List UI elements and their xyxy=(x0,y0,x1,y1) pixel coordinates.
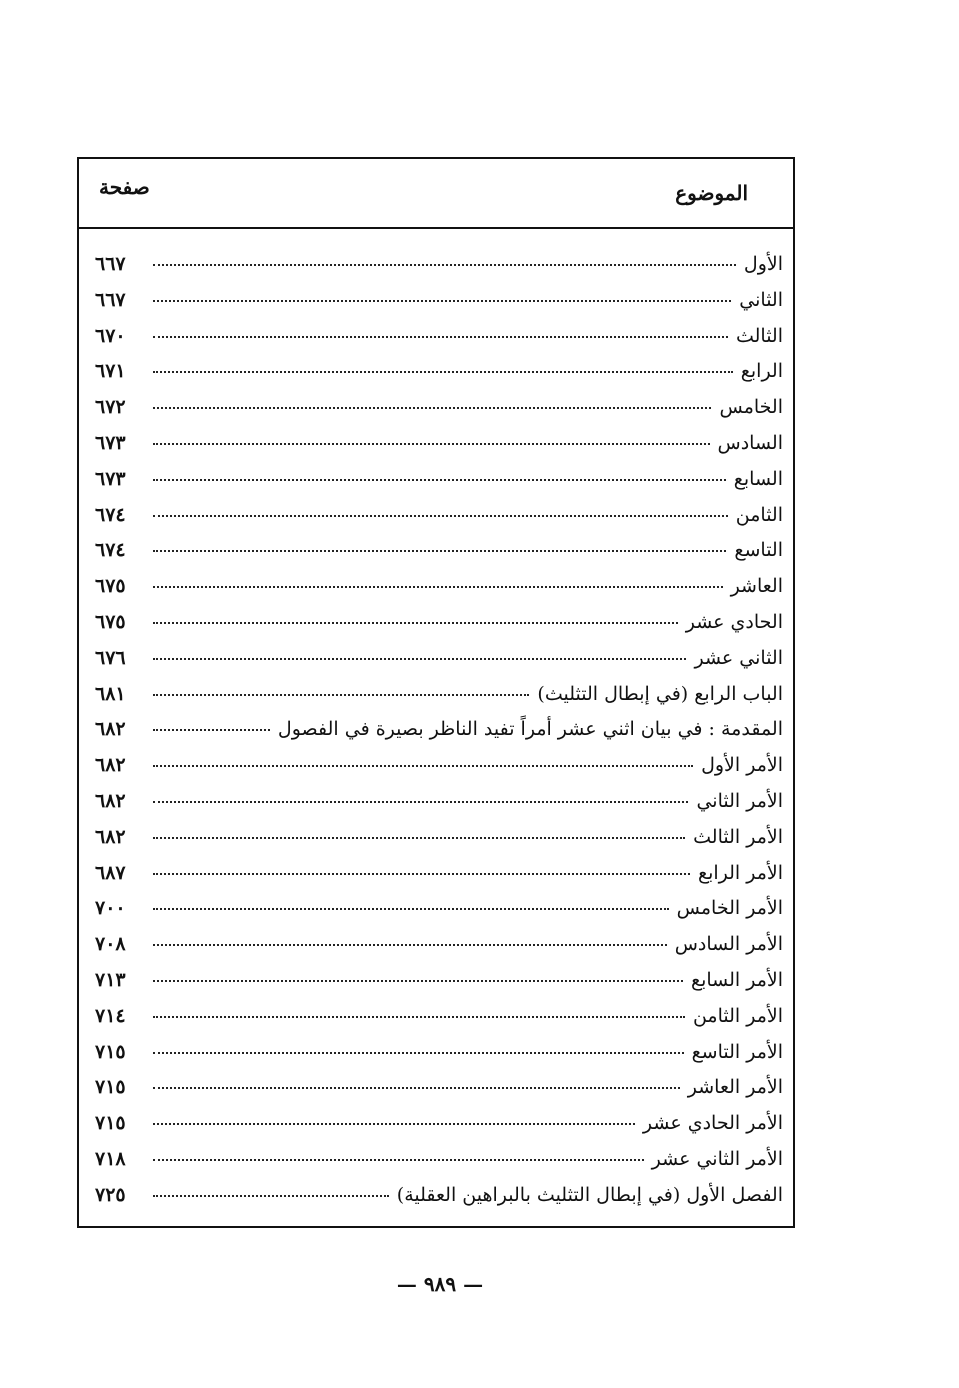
entry-title: الأمر الأول xyxy=(701,754,783,777)
entry-title: الأمر السادس xyxy=(674,933,783,956)
dot-leader xyxy=(153,873,690,875)
toc-entry xyxy=(95,683,783,719)
dot-leader xyxy=(153,801,688,803)
entry-title: الأمر الرابع xyxy=(697,861,783,884)
entry-page: ٧١٨ xyxy=(95,1147,126,1170)
toc-entry xyxy=(95,718,783,754)
entry-title: الرابع xyxy=(740,360,783,383)
dot-leader xyxy=(153,944,667,946)
dot-leader xyxy=(153,658,686,660)
toc-header xyxy=(79,159,793,229)
entry-page: ٦٧٤ xyxy=(95,539,126,562)
page-number: — ٩٨٩ — xyxy=(396,1272,484,1296)
entry-page: ٧١٥ xyxy=(95,1040,126,1063)
dot-leader xyxy=(153,837,685,839)
entry-page: ٦٧٢ xyxy=(95,396,126,419)
toc-entry xyxy=(95,575,783,611)
entry-title: الأمر العاشر xyxy=(687,1076,783,1099)
toc-entry xyxy=(95,790,783,826)
entry-page: ٧١٣ xyxy=(95,968,126,991)
dot-leader xyxy=(153,729,270,731)
entry-title: الأمر الثالث xyxy=(693,825,783,848)
dot-leader xyxy=(153,1087,680,1089)
entry-title: الأمر الخامس xyxy=(676,897,783,920)
dot-leader xyxy=(153,1052,684,1054)
entry-page: ٦٨٢ xyxy=(95,789,126,812)
entry-title: الأول xyxy=(743,253,783,275)
entry-title: الفصل الأول (في إبطال التثليث بالبراهين العقلية) xyxy=(396,1183,783,1206)
entry-page: ٧٠٠ xyxy=(95,897,126,920)
entry-title: الخامس xyxy=(719,396,783,419)
dot-leader xyxy=(153,1016,685,1018)
entry-title: الثامن xyxy=(735,503,783,526)
entry-title: السادس xyxy=(717,431,783,454)
entry-title: السابع xyxy=(733,467,783,490)
toc-entry xyxy=(95,1148,783,1184)
entry-title: العاشر xyxy=(730,575,783,598)
toc-entry xyxy=(95,933,783,969)
entry-page: ٦٦٧ xyxy=(95,253,126,275)
toc-entry xyxy=(95,969,783,1005)
entry-title: الأمر الثاني عشر xyxy=(651,1147,783,1170)
toc-entry xyxy=(95,826,783,862)
toc-entry xyxy=(95,468,783,504)
entry-title: التاسع xyxy=(734,539,783,562)
dot-leader xyxy=(153,1123,635,1125)
toc-entry xyxy=(95,1184,783,1220)
dot-leader xyxy=(153,622,678,624)
entry-title: الثاني عشر xyxy=(694,646,783,669)
dot-leader xyxy=(153,1195,389,1197)
dot-leader xyxy=(153,336,728,338)
entry-title: الأمر الثاني xyxy=(696,789,783,812)
toc-entry xyxy=(95,360,783,396)
toc-entry xyxy=(95,1076,783,1112)
page-column-header: صفحة xyxy=(99,175,150,199)
toc-entry xyxy=(95,396,783,432)
entry-title: الحادي عشر xyxy=(685,610,783,633)
dot-leader xyxy=(153,264,736,266)
toc-entry xyxy=(95,611,783,647)
topic-column-header: الموضوع xyxy=(675,181,748,205)
entry-page: ٦٨٢ xyxy=(95,825,126,848)
entry-page: ٦٧٤ xyxy=(95,503,126,526)
toc-entries xyxy=(95,253,783,1220)
entry-page: ٧٢٥ xyxy=(95,1183,126,1206)
toc-entry xyxy=(95,504,783,540)
entry-title: الثالث xyxy=(735,324,783,347)
toc-entry xyxy=(95,862,783,898)
dot-leader xyxy=(153,765,693,767)
entry-page: ٦٧٠ xyxy=(95,324,126,347)
dot-leader xyxy=(153,479,726,481)
dot-leader xyxy=(153,980,683,982)
entry-page: ٦٨٢ xyxy=(95,718,126,741)
dot-leader xyxy=(153,550,726,552)
entry-page: ٦٨١ xyxy=(95,682,126,705)
entry-title: الباب الرابع (في إبطال التثليث) xyxy=(537,682,783,705)
dot-leader xyxy=(153,443,710,445)
dot-leader xyxy=(153,407,711,409)
entry-title: الأمر الحادي عشر xyxy=(642,1112,783,1135)
toc-entry xyxy=(95,289,783,325)
dot-leader xyxy=(153,908,669,910)
entry-title: الأمر الثامن xyxy=(692,1004,783,1027)
toc-entry xyxy=(95,897,783,933)
entry-title: الأمر التاسع xyxy=(691,1040,783,1063)
dot-leader xyxy=(153,586,723,588)
entry-page: ٦٧٥ xyxy=(95,575,126,598)
entry-page: ٦٧٦ xyxy=(95,646,126,669)
entry-title: المقدمة : في بيان اثني عشر أمراً تفيد الناظر بصيرة في الفصول xyxy=(277,718,783,741)
entry-title: الثاني xyxy=(739,288,783,311)
toc-entry xyxy=(95,647,783,683)
toc-table xyxy=(77,157,795,1228)
entry-title: الأمر السابع xyxy=(690,968,783,991)
entry-page: ٧٠٨ xyxy=(95,933,126,956)
dot-leader xyxy=(153,1159,644,1161)
toc-entry xyxy=(95,325,783,361)
toc-entry xyxy=(95,1112,783,1148)
toc-entry xyxy=(95,754,783,790)
toc-entry xyxy=(95,253,783,289)
entry-page: ٦٨٢ xyxy=(95,754,126,777)
entry-page: ٦٧٣ xyxy=(95,431,126,454)
entry-page: ٧١٤ xyxy=(95,1004,126,1027)
entry-page: ٦٨٧ xyxy=(95,861,126,884)
dot-leader xyxy=(153,371,733,373)
toc-entry xyxy=(95,432,783,468)
dot-leader xyxy=(153,694,529,696)
toc-entry xyxy=(95,1041,783,1077)
entry-page: ٦٧٣ xyxy=(95,467,126,490)
toc-entry xyxy=(95,539,783,575)
entry-page: ٦٧١ xyxy=(95,360,126,383)
dot-leader xyxy=(153,515,728,517)
entry-page: ٦٦٧ xyxy=(95,288,126,311)
dot-leader xyxy=(153,300,731,302)
entry-page: ٧١٥ xyxy=(95,1076,126,1099)
toc-entry xyxy=(95,1005,783,1041)
entry-page: ٦٧٥ xyxy=(95,610,126,633)
entry-page: ٧١٥ xyxy=(95,1112,126,1135)
